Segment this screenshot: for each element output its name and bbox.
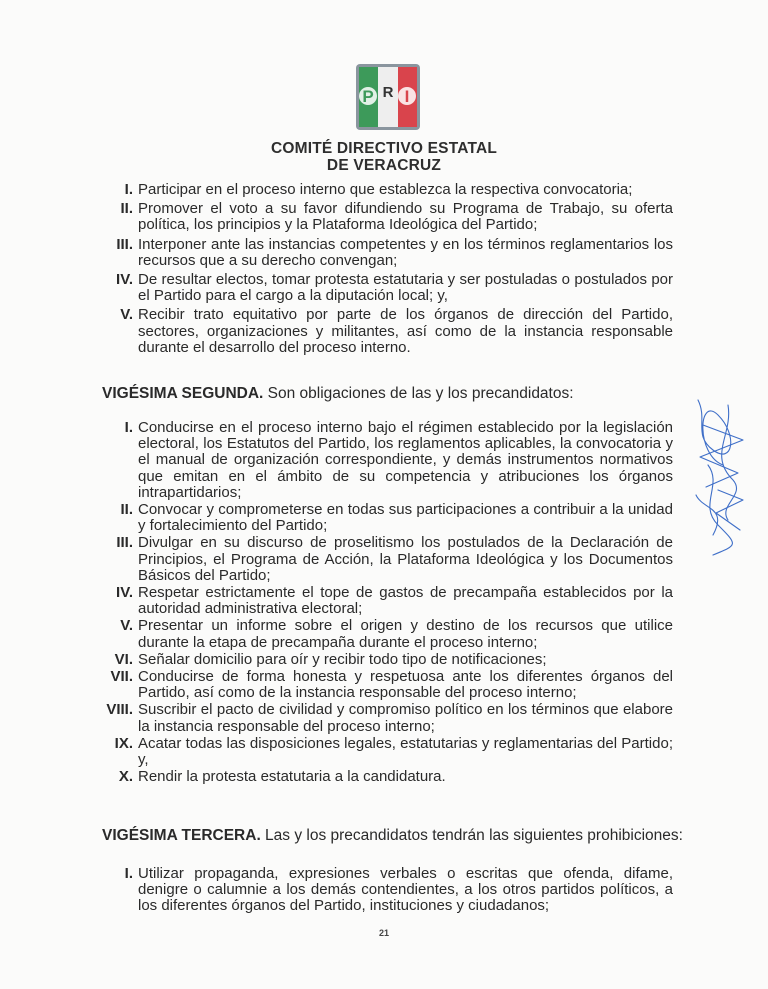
list-1 (116, 181, 673, 356)
item-text: Participar en el proceso interno que establezca la respectiva convocatoria; (138, 181, 633, 198)
list-item (120, 501, 673, 535)
item-number: VIII. (106, 701, 133, 719)
pri-logo (356, 64, 420, 130)
logo-letter-p: P (362, 87, 374, 106)
logo-letter-i: I (404, 87, 410, 106)
item-text: Interponer ante las instancias competentes y en los términos reglamentarios los recursos que a su derecho convengan; (138, 235, 673, 269)
item-number: IV. (116, 271, 133, 289)
list-item (116, 235, 673, 269)
list-item (114, 650, 673, 668)
item-text: Divulgar en su discurso de proselitismo los postulados de la Declaración de Principios, el Programa de Acción, la Plataforma Ideológica y los Documentos Básicos del Partido; (138, 534, 673, 584)
item-number: II. (120, 501, 133, 519)
list-item (106, 701, 673, 735)
item-text: Presentar un informe sobre el origen y destino de los recursos que utilice durante la etapa de precampaña durante el proceso interno; (138, 617, 673, 651)
list-item (120, 306, 673, 356)
item-text: Utilizar propaganda, expresiones verbales o escritas que ofenda, difame, denigre o calumnie a los demás contendientes, a los otros partidos políticos, a los diferentes órganos del Partido, instituciones y ciudadanos; (138, 865, 673, 915)
item-text: Suscribir el pacto de civilidad y compromiso político en los términos que elabore la instancia responsable del proceso interno; (138, 701, 673, 735)
item-text: Acatar todas las disposiciones legales, estatutarias y reglamentarias del Partido; y, (138, 734, 673, 769)
item-number: V. (120, 617, 133, 635)
list-item (124, 181, 673, 198)
section-heading: VIGÉSIMA SEGUNDA. (102, 385, 264, 402)
section-text: Son obligaciones de las y los precandidatos: (263, 385, 574, 402)
item-number: II. (120, 200, 133, 218)
item-text: Conducirse en el proceso interno bajo el régimen establecido por la legislación electoral, los Estatutos del Partido, los reglamentos aplicables, la convocatoria y el manual de organización correspondiente, y demás instrumentos normativos que emitan en el ámbito de su competencia y atribuciones los órganos intrapartidarios; (138, 419, 673, 501)
item-number: VI. (114, 650, 133, 668)
item-text: Conducirse de forma honesta y respetuosa ante los diferentes órganos del Partido, así como de la instancia responsable del proceso interno; (138, 668, 673, 702)
page-number: 21 (378, 928, 389, 938)
item-number: I. (124, 419, 133, 436)
list-item (124, 419, 673, 501)
item-number: VII. (110, 668, 133, 686)
section-heading: VIGÉSIMA TERCERA. (102, 827, 261, 844)
signature (688, 395, 750, 560)
item-text: Respetar estrictamente el tope de gastos de precampaña establecidos por la autoridad administrativa electoral; (138, 584, 673, 618)
item-number: X. (118, 768, 133, 786)
list-item (120, 617, 673, 651)
item-number: I. (124, 865, 133, 882)
list-item (118, 768, 673, 786)
list-item (116, 271, 673, 305)
list-item (124, 865, 673, 915)
header-line-2: DE VERACRUZ (326, 157, 442, 174)
item-number: III. (116, 534, 133, 552)
item-text: Recibir trato equitativo por parte de los órganos de dirección del Partido, sectores, organizaciones y militantes, así como de la instancia responsable durante el desarrollo del proceso interno. (138, 306, 673, 356)
logo-letter-r: R (382, 84, 394, 101)
item-text: Rendir la protesta estatutaria a la candidatura. (138, 768, 446, 786)
item-text: De resultar electos, tomar protesta estatutaria y ser postuladas o postulados por el Partido para el cargo a la diputación local; y, (138, 271, 673, 305)
item-number: IX. (114, 734, 133, 752)
list-2 (106, 419, 673, 786)
item-number: IV. (116, 584, 133, 602)
header-line-1: COMITÉ DIRECTIVO ESTATAL (270, 140, 498, 157)
item-number: V. (120, 306, 133, 324)
list-item (120, 200, 673, 234)
list-item (116, 584, 673, 618)
item-text: Promover el voto a su favor difundiendo su Programa de Trabajo, su oferta política, los principios y la Plataforma Ideológica del Partido; (138, 200, 673, 234)
item-number: I. (124, 181, 133, 198)
list-item (110, 668, 673, 702)
list-item (114, 734, 673, 769)
section-vigesima-tercera (102, 827, 683, 845)
list-item (116, 534, 673, 584)
list-3 (124, 865, 673, 915)
item-text: Convocar y comprometerse en todas sus participaciones a contribuir a la unidad y fortalecimiento del Partido; (138, 501, 673, 535)
section-vigesima-segunda (102, 385, 574, 403)
section-text: Las y los precandidatos tendrán las siguientes prohibiciones: (260, 827, 683, 844)
item-text: Señalar domicilio para oír y recibir todo tipo de notificaciones; (138, 650, 547, 668)
item-number: III. (116, 235, 133, 253)
